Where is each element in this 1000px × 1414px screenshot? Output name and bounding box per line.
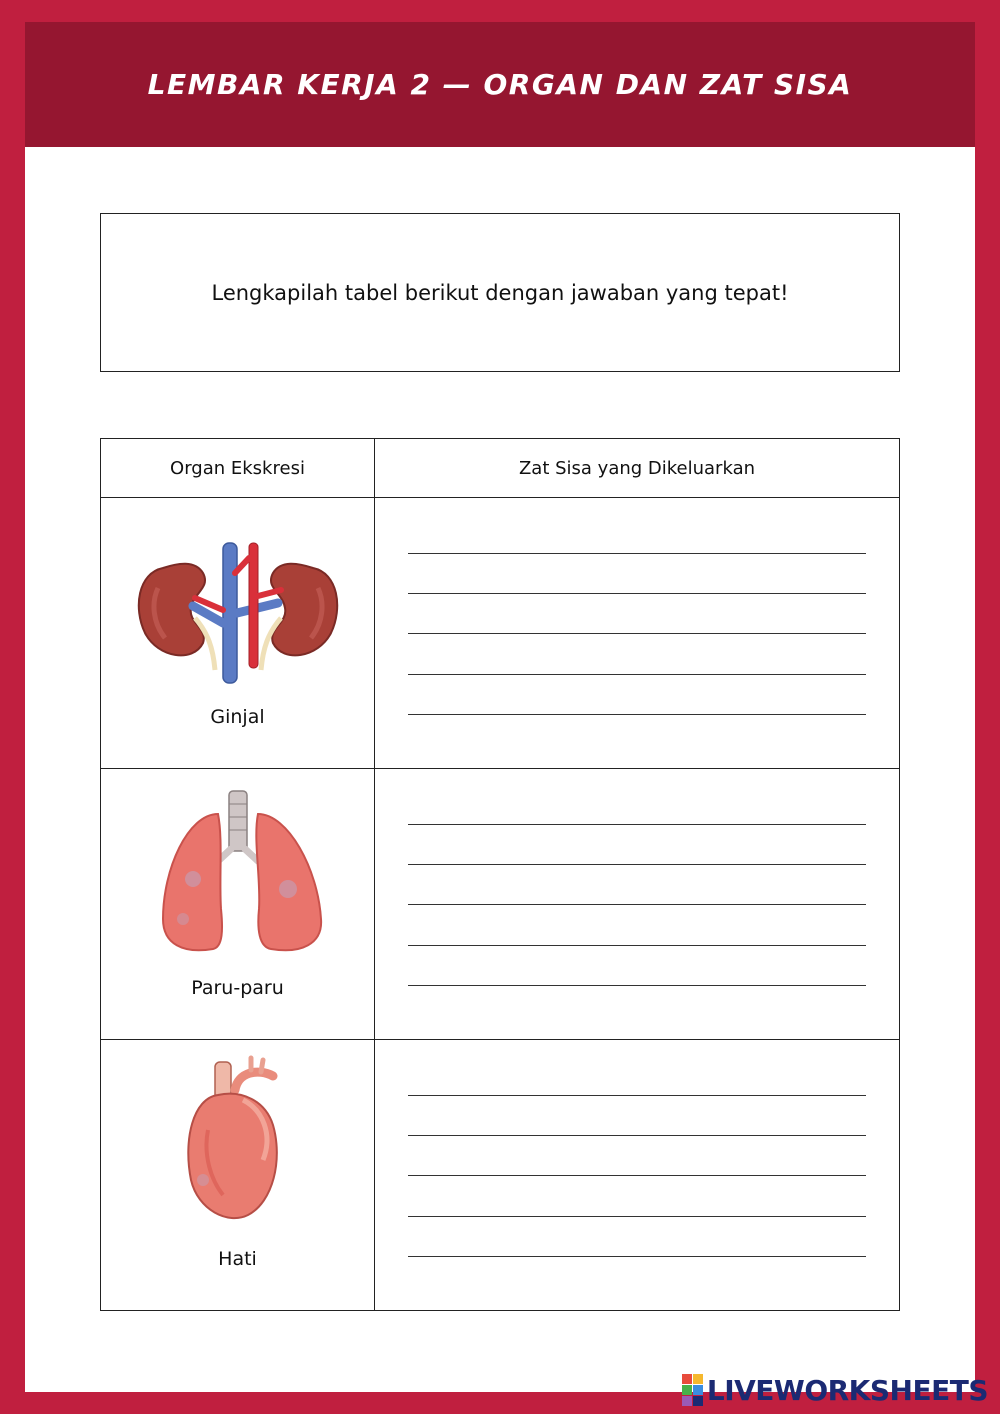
header-bar — [25, 22, 975, 147]
answer-line[interactable] — [408, 553, 866, 554]
column-header-organ: Organ Ekskresi — [101, 439, 375, 498]
logo-mark-icon — [682, 1374, 703, 1406]
answer-line[interactable] — [408, 824, 866, 825]
liveworksheets-logo[interactable] — [682, 1370, 988, 1410]
answer-line[interactable] — [408, 1216, 866, 1217]
organ-label: Paru-paru — [191, 977, 284, 999]
organ-label: Hati — [218, 1248, 257, 1270]
page-title: LEMBAR KERJA 2 — ORGAN DAN ZAT SISA — [147, 68, 853, 101]
instruction-box — [100, 213, 900, 372]
organ-cell — [101, 1040, 375, 1311]
answer-line[interactable] — [408, 714, 866, 715]
lungs-icon — [123, 769, 353, 959]
organ-label: Ginjal — [210, 706, 265, 728]
answer-line[interactable] — [408, 1135, 866, 1136]
answer-line[interactable] — [408, 1256, 866, 1257]
answer-cell[interactable] — [375, 1040, 900, 1311]
heart-icon — [123, 1040, 353, 1230]
organ-cell — [101, 769, 375, 1040]
table-row — [101, 1040, 900, 1311]
answer-line[interactable] — [408, 593, 866, 594]
answer-cell[interactable] — [375, 769, 900, 1040]
organ-table — [100, 438, 900, 1311]
table-row — [101, 769, 900, 1040]
organ-cell — [101, 498, 375, 769]
answer-line[interactable] — [408, 1095, 866, 1096]
answer-line[interactable] — [408, 904, 866, 905]
answer-line[interactable] — [408, 985, 866, 986]
column-header-waste: Zat Sisa yang Dikeluarkan — [375, 439, 900, 498]
answer-line[interactable] — [408, 633, 866, 634]
table-header-row — [101, 439, 900, 498]
table-row — [101, 498, 900, 769]
answer-line[interactable] — [408, 945, 866, 946]
kidney-icon — [123, 498, 353, 688]
instruction-text: Lengkapilah tabel berikut dengan jawaban yang tepat! — [211, 280, 789, 305]
answer-line[interactable] — [408, 674, 866, 675]
answer-line[interactable] — [408, 864, 866, 865]
worksheet-page — [25, 22, 975, 1392]
answer-line[interactable] — [408, 1175, 866, 1176]
answer-cell[interactable] — [375, 498, 900, 769]
logo-text: LIVEWORKSHEETS — [706, 1373, 988, 1407]
